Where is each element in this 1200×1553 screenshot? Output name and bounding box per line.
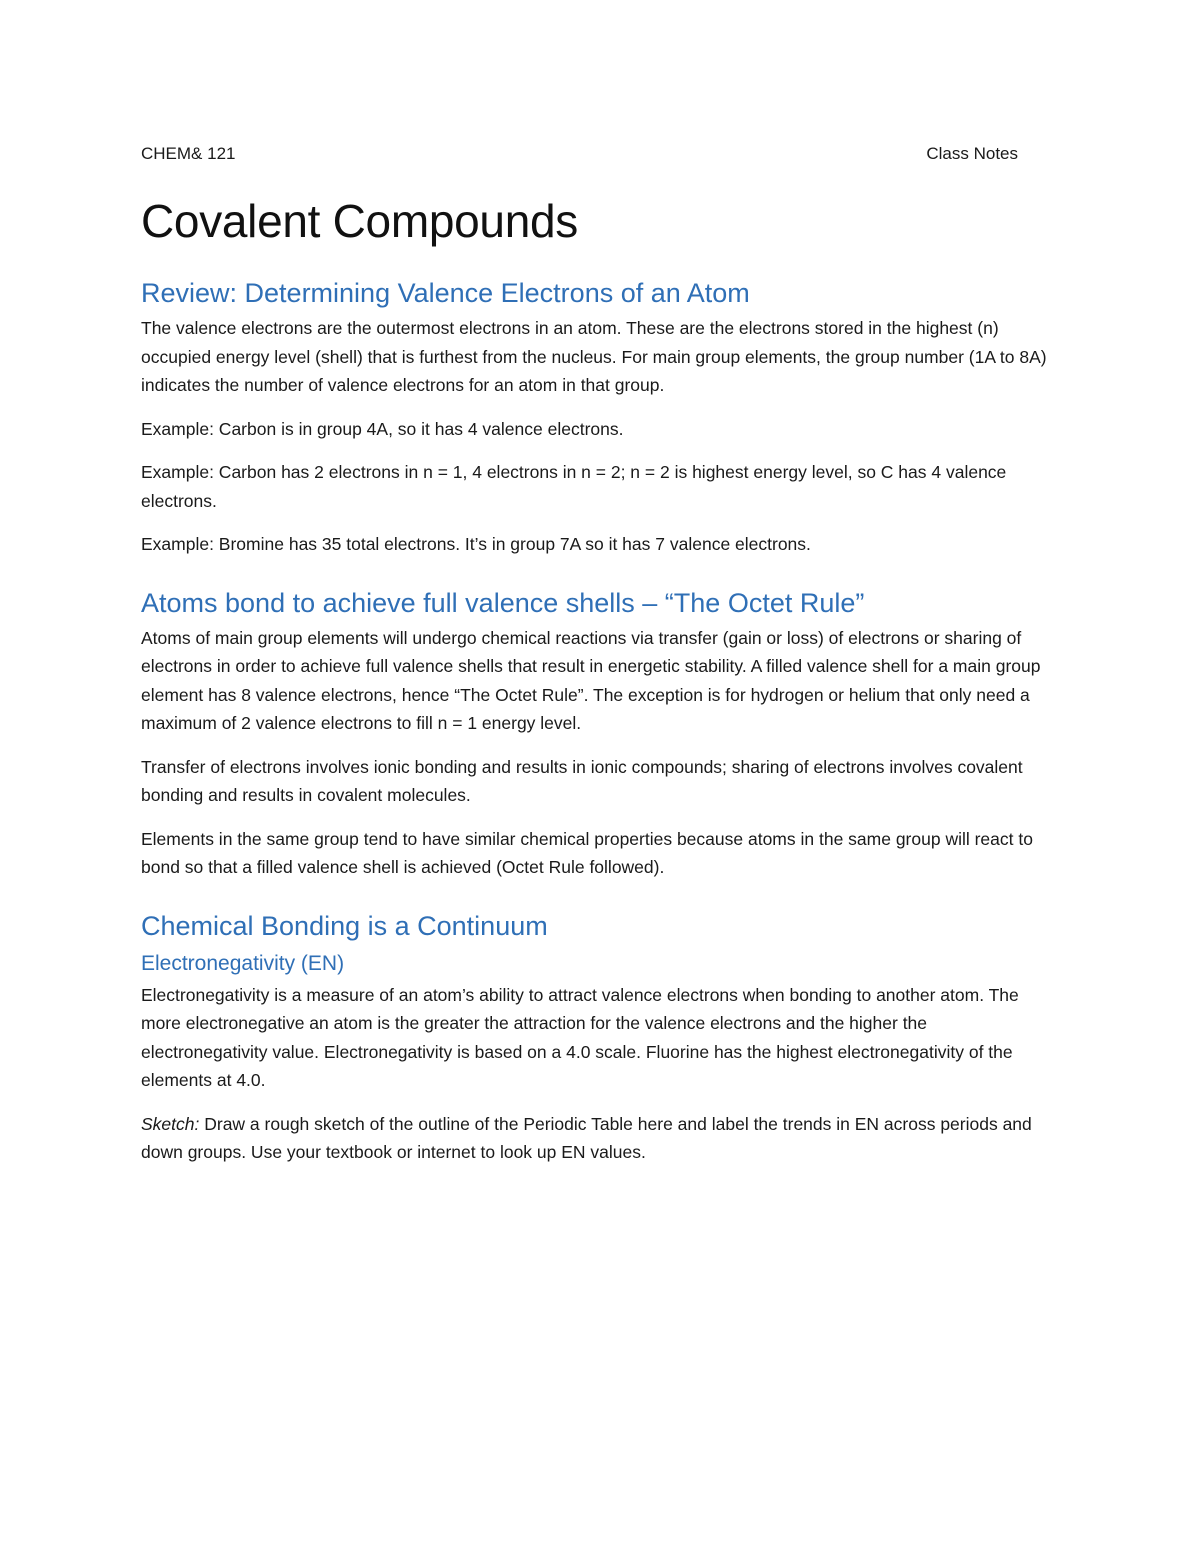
course-code: CHEM& 121 bbox=[141, 144, 236, 163]
sketch-label: Sketch: bbox=[141, 1113, 200, 1134]
subsection-heading: Electronegativity (EN) bbox=[141, 951, 345, 975]
section-bonding-continuum bbox=[141, 909, 1056, 1167]
paragraph: Electronegativity is a measure of an atom’s ability to attract valence electrons when bonding to another atom. The more electronegative an atom is the greater the attraction for the valence electrons and the higher the electronegativity value. Electronegativity is based on a 4.0 scale. Fluorine has the highest electronegativity of the elements at 4.0. bbox=[141, 984, 1019, 1090]
paragraph: Example: Carbon has 2 electrons in n = 1, 4 electrons in n = 2; n = 2 is highest energy level, so C has 4 valence electrons. bbox=[141, 462, 1007, 511]
document-type: Class Notes bbox=[926, 144, 1018, 163]
section-heading: Review: Determining Valence Electrons of an Atom bbox=[141, 278, 750, 308]
section-valence-review bbox=[141, 276, 1056, 559]
paragraph: The valence electrons are the outermost electrons in an atom. These are the electrons stored in the highest (n) occupied energy level (shell) that is furthest from the nucleus. For main group elements, the group number (1A to 8A) indicates the number of valence electrons for an atom in that group. bbox=[141, 318, 1047, 395]
paragraph: Transfer of electrons involves ionic bonding and results in ionic compounds; sharing of electrons involves covalent bonding and results in covalent molecules. bbox=[141, 756, 1023, 805]
paragraph: Atoms of main group elements will undergo chemical reactions via transfer (gain or loss) of electrons or sharing of electrons in order to achieve full valence shells that result in energetic stability. A filled valence shell for a main group element has 8 valence electrons, hence “The Octet Rule”. The exception is for hydrogen or helium that only need a maximum of 2 valence electrons to fill n = 1 energy level. bbox=[141, 627, 1041, 733]
paragraph: Example: Carbon is in group 4A, so it has 4 valence electrons. bbox=[141, 418, 624, 439]
paragraph: Example: Bromine has 35 total electrons. It’s in group 7A so it has 7 valence electrons. bbox=[141, 534, 811, 554]
document-body bbox=[141, 192, 1056, 1182]
section-octet-rule bbox=[141, 586, 1056, 882]
paragraph: Elements in the same group tend to have similar chemical properties because atoms in the same group will react to bond so that a filled valence shell is achieved (Octet Rule followed). bbox=[141, 828, 1033, 877]
sketch-text: Draw a rough sketch of the outline of the Periodic Table here and label the trends in EN across periods and down groups. Use your textbook or internet to look up EN values. bbox=[141, 1113, 1032, 1162]
section-heading: Chemical Bonding is a Continuum bbox=[141, 910, 548, 941]
section-heading: Atoms bond to achieve full valence shells – “The Octet Rule” bbox=[141, 587, 865, 618]
sketch-instruction bbox=[141, 1110, 1056, 1167]
document-title: Covalent Compounds bbox=[141, 195, 578, 247]
running-header bbox=[141, 144, 1018, 164]
